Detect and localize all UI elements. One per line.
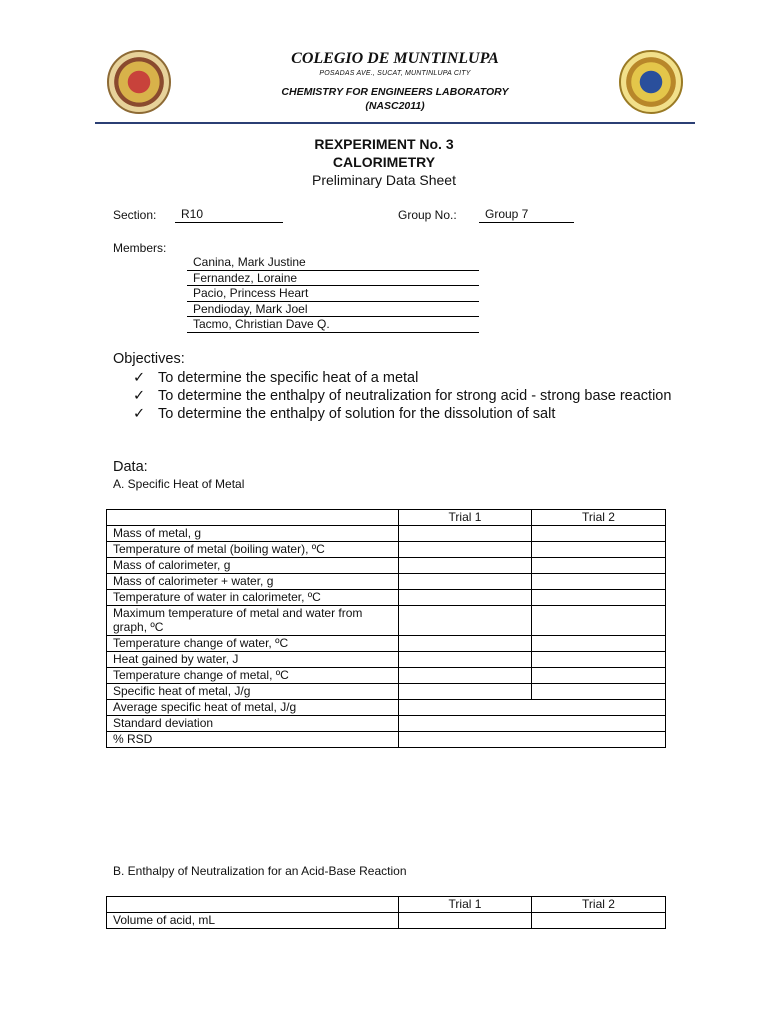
checkmark-icon: ✓ (133, 370, 146, 386)
table-row (107, 636, 666, 652)
header-cell-blank (107, 510, 399, 526)
trial-2-cell[interactable] (532, 526, 666, 542)
objective-text: To determine the enthalpy of solution for the dissolution of salt (158, 406, 556, 422)
row-label: Standard deviation (107, 716, 399, 732)
member-field[interactable]: Pendioday, Mark Joel (187, 302, 479, 318)
table-header-row (107, 510, 666, 526)
row-label: Heat gained by water, J (107, 652, 399, 668)
column-header-trial-1: Trial 1 (399, 510, 532, 526)
school-address: POSADAS AVE., SUCAT, MUNTINLUPA CITY (319, 70, 471, 77)
row-label: Mass of metal, g (107, 526, 399, 542)
row-label: Specific heat of metal, J/g (107, 684, 399, 700)
section-label: Section: (113, 208, 157, 222)
experiment-number: REXPERIMENT No. 3 (314, 136, 454, 152)
column-header-trial-2: Trial 2 (532, 897, 666, 913)
data-heading: Data: (113, 459, 148, 475)
table-row (107, 652, 666, 668)
trial-2-cell[interactable] (532, 913, 666, 929)
trial-1-cell[interactable] (399, 684, 532, 700)
trial-1-cell[interactable] (399, 574, 532, 590)
objective-item (133, 405, 673, 423)
member-field[interactable]: Tacmo, Christian Dave Q. (187, 317, 479, 333)
trial-1-cell[interactable] (399, 542, 532, 558)
section-b-label: B. Enthalpy of Neutralization for an Acid-Base Reaction (113, 864, 407, 878)
members-list (187, 255, 479, 333)
objectives-list (133, 369, 673, 423)
header-divider (95, 122, 695, 124)
trial-2-cell[interactable] (532, 590, 666, 606)
merged-value-cell[interactable] (399, 732, 666, 748)
row-label: Temperature of metal (boiling water), ºC (107, 542, 399, 558)
row-label: Mass of calorimeter + water, g (107, 574, 399, 590)
trial-2-cell[interactable] (532, 574, 666, 590)
table-row (107, 700, 666, 716)
row-label: Temperature change of metal, ºC (107, 668, 399, 684)
objective-item (133, 387, 673, 405)
trial-1-cell[interactable] (399, 652, 532, 668)
trial-1-cell[interactable] (399, 636, 532, 652)
trial-1-cell[interactable] (399, 558, 532, 574)
city-seal-logo (107, 50, 171, 114)
section-a-label: A. Specific Heat of Metal (113, 477, 245, 491)
college-seal-logo (619, 50, 683, 114)
checkmark-icon: ✓ (133, 406, 146, 422)
row-label: Average specific heat of metal, J/g (107, 700, 399, 716)
course-code: (NASC2011) (365, 100, 425, 112)
row-label: Volume of acid, mL (107, 913, 399, 929)
table-row (107, 542, 666, 558)
trial-2-cell[interactable] (532, 684, 666, 700)
trial-2-cell[interactable] (532, 558, 666, 574)
table-row (107, 574, 666, 590)
trial-1-cell[interactable] (399, 913, 532, 929)
objective-item (133, 369, 673, 387)
trial-1-cell[interactable] (399, 668, 532, 684)
trial-2-cell[interactable] (532, 542, 666, 558)
table-row (107, 526, 666, 542)
row-label: % RSD (107, 732, 399, 748)
table-row (107, 668, 666, 684)
table-header-row (107, 897, 666, 913)
table-row (107, 606, 666, 636)
objective-text: To determine the specific heat of a metal (158, 370, 419, 386)
objectives-heading: Objectives: (113, 351, 185, 367)
member-field[interactable]: Fernandez, Loraine (187, 271, 479, 287)
table-row (107, 558, 666, 574)
members-label: Members: (113, 241, 167, 255)
trial-1-cell[interactable] (399, 606, 532, 636)
experiment-title: CALORIMETRY (332, 154, 436, 170)
merged-value-cell[interactable] (399, 700, 666, 716)
trial-2-cell[interactable] (532, 636, 666, 652)
row-label: Temperature of water in calorimeter, ºC (107, 590, 399, 606)
trial-1-cell[interactable] (399, 590, 532, 606)
sheet-title: Preliminary Data Sheet (312, 172, 456, 188)
row-label: Temperature change of water, ºC (107, 636, 399, 652)
table-row (107, 684, 666, 700)
row-label: Maximum temperature of metal and water from graph, ºC (107, 606, 399, 636)
course-title: CHEMISTRY FOR ENGINEERS LABORATORY (281, 86, 509, 98)
merged-value-cell[interactable] (399, 716, 666, 732)
school-name: COLEGIO DE MUNTINLUPA (291, 50, 499, 67)
member-field[interactable]: Pacio, Princess Heart (187, 286, 479, 302)
table-row (107, 716, 666, 732)
specific-heat-table (106, 509, 666, 748)
section-field[interactable]: R10 (175, 207, 283, 223)
trial-1-cell[interactable] (399, 526, 532, 542)
checkmark-icon: ✓ (133, 388, 146, 404)
group-label: Group No.: (398, 208, 457, 222)
group-field[interactable]: Group 7 (479, 207, 574, 223)
table-row (107, 590, 666, 606)
table-row (107, 732, 666, 748)
header-cell-blank (107, 897, 399, 913)
column-header-trial-2: Trial 2 (532, 510, 666, 526)
trial-2-cell[interactable] (532, 606, 666, 636)
trial-2-cell[interactable] (532, 652, 666, 668)
member-field[interactable]: Canina, Mark Justine (187, 255, 479, 271)
column-header-trial-1: Trial 1 (399, 897, 532, 913)
row-label: Mass of calorimeter, g (107, 558, 399, 574)
table-row (107, 913, 666, 929)
objective-text: To determine the enthalpy of neutralization for strong acid - strong base reaction (158, 388, 672, 404)
trial-2-cell[interactable] (532, 668, 666, 684)
neutralization-table (106, 896, 666, 929)
